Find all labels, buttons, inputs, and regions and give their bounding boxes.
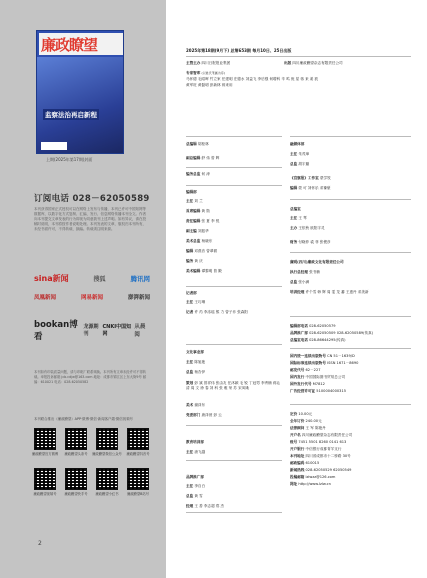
staff-names: 刘 兰 bbox=[193, 199, 203, 203]
copyright-blurb: 本刊获得国家正式授权可以在网络上发布与传播，本刊已许可中国知网等数据库，以数字化方式复制、汇编、发行、信息网络传播本刊全文。作者向本刊提交文章发表的行为即视为同意我刊上述声明。如有异议，请在投稿时说明，本刊将按作者说明处理。本刊发表的文章，版权归本刊所有，未经书面许可，不得转载、摘编。转载须注明来源。 bbox=[34, 207, 146, 231]
partner-logo: 搜狐 bbox=[93, 276, 106, 283]
staff-role: 编辑 bbox=[290, 186, 298, 190]
staff-role: 文化事业部 bbox=[186, 350, 204, 354]
staff-entry bbox=[290, 426, 411, 431]
staff-entry bbox=[290, 226, 411, 231]
staff-entry bbox=[186, 413, 282, 418]
staff-names: 028-62050579 bbox=[307, 324, 336, 328]
staff-names: 唐泽萱 彭 云 bbox=[200, 413, 222, 417]
staff-role: 副主编 bbox=[186, 229, 197, 233]
staff-names: 蒙 可 刘怀乐 邓豫豪 bbox=[297, 186, 331, 190]
staff-names: 邓燕音 曾翠微 bbox=[193, 249, 218, 253]
staff-names: 028-62050509 028-62050589(传真) bbox=[307, 331, 374, 335]
staff-entry bbox=[290, 368, 411, 373]
staff-names: 中信银行成都青羊支行 bbox=[304, 447, 342, 451]
staff-role: 主任 bbox=[290, 152, 298, 156]
staff-entry bbox=[290, 361, 411, 366]
staff-names: 黄 雪 bbox=[193, 494, 203, 498]
staff-names: 028-86644295(传真) bbox=[307, 338, 346, 342]
staff-names: 王 善 李志超 郑 杰 bbox=[193, 504, 225, 508]
staff-entry bbox=[186, 360, 282, 365]
staff-entry bbox=[290, 240, 411, 245]
qr-code bbox=[65, 428, 87, 450]
staff-entry bbox=[290, 475, 411, 480]
staff-entry bbox=[290, 290, 411, 295]
advisory-names: 马怀德 毛昭晖 竹立家 任建明 庄德水 刘益飞 李后强 何增科 辛 鸣 倪 星 蒋 来 姜 波 bbox=[186, 77, 319, 81]
staff-role: 编务总监 bbox=[186, 172, 201, 176]
staff-names: 杨杏伊 bbox=[193, 370, 206, 374]
staff-role: 经理 bbox=[186, 504, 194, 508]
staff-entry bbox=[290, 468, 411, 473]
staff-role: 国内发行 bbox=[290, 375, 305, 379]
partner-logo: CNKI中国知网 bbox=[102, 324, 132, 337]
staff-entry bbox=[186, 350, 282, 355]
qr-code bbox=[96, 428, 118, 450]
staff-entry bbox=[186, 450, 282, 455]
staff-entry bbox=[290, 207, 411, 212]
staff-role: 开户名 bbox=[290, 433, 301, 437]
staff-role: 廉明(四川)廉政文化有限责任公司 bbox=[290, 260, 344, 264]
staff-entry bbox=[290, 270, 411, 275]
qr-caption: 廉政瞭望B站号 bbox=[126, 492, 150, 496]
staff-role: 记者部 bbox=[186, 291, 197, 295]
advisory-note: (以姓氏笔画为序) bbox=[201, 71, 225, 75]
staff-entry bbox=[290, 389, 411, 394]
qr-code bbox=[127, 468, 149, 490]
staff-entry bbox=[186, 269, 282, 274]
staff-names: ISSN 1671－8690 bbox=[325, 361, 359, 365]
staff-role: 编辑部电话 bbox=[290, 324, 308, 328]
qr-caption: 廉政瞭望小红书 bbox=[95, 492, 119, 496]
staff-role: 总监 bbox=[290, 280, 298, 284]
staff-names: 陈旭艳 bbox=[193, 360, 206, 364]
staff-role: 记者 bbox=[186, 310, 194, 314]
staff-entry bbox=[186, 142, 282, 147]
staff-entry bbox=[290, 331, 411, 336]
staff-names: 240.00元 bbox=[304, 419, 322, 423]
staff-names: http://www.lzlw.cn bbox=[297, 482, 331, 486]
staff-role: 主任 bbox=[186, 450, 194, 454]
staff-entry bbox=[186, 239, 282, 244]
cover-logo: 廉政瞭望 bbox=[41, 36, 98, 54]
staff-role: 党委部门 bbox=[186, 413, 201, 417]
staff-names: 黄 勋 bbox=[200, 209, 210, 213]
staff-role: 邮发代号 bbox=[290, 368, 305, 372]
staff-names: 许个雪 韩 辉 周 雯 龙 蕃 王惠丹 邓美新 bbox=[304, 290, 369, 294]
sponsor-label: 主管主办 bbox=[186, 61, 201, 65]
staff-entry bbox=[186, 484, 282, 489]
staff-names: 刘振华 bbox=[196, 229, 209, 233]
staff-entry bbox=[290, 260, 411, 265]
partner-logo: 龙源期刊 bbox=[83, 324, 99, 337]
staff-role: 首席编辑 bbox=[186, 209, 201, 213]
partner-logo: 从晨阅 bbox=[134, 324, 146, 338]
staff-role: 美术总监 bbox=[186, 239, 201, 243]
staff-names: 胡栓林 bbox=[196, 142, 209, 146]
staff-role: 责任编辑 bbox=[186, 219, 201, 223]
disclaimer-text: 本刊如有印装质量问题，请与印刷厂联系调换。本刊所有文章未经许可不得转载。举报投诉邮箱 jcb.cdjw@163.com 地址：成都市锦江区上东大街9号 邮编：610021 电话：028-62050582 bbox=[34, 370, 147, 384]
staff-role: 财务 bbox=[290, 240, 298, 244]
staff-entry bbox=[290, 454, 411, 459]
staff-role: 主任 bbox=[186, 360, 194, 364]
staff-entry bbox=[186, 381, 282, 391]
partner-logo: 凤凰新闻 bbox=[34, 295, 57, 301]
staff-role: 主任 bbox=[186, 484, 194, 488]
staff-entry bbox=[290, 482, 411, 487]
staff-entry bbox=[290, 433, 411, 438]
staff-role: 主任 bbox=[290, 216, 298, 220]
staff-entry bbox=[186, 219, 282, 224]
staff-role: 账号 bbox=[290, 440, 298, 444]
staff-role: 美术 bbox=[186, 403, 194, 407]
staff-entry bbox=[186, 475, 282, 480]
staff-names: 付晓菲 裘 菲 张俊彦 bbox=[297, 240, 331, 244]
staff-entry bbox=[290, 324, 411, 329]
staff-entry bbox=[186, 300, 282, 305]
qr-code bbox=[65, 468, 87, 490]
cover-subtitle: 监察法治再启新程 bbox=[45, 111, 97, 119]
staff-entry bbox=[290, 142, 411, 147]
qr-code bbox=[34, 428, 56, 450]
staff-entry bbox=[186, 259, 282, 264]
page-number: 2 bbox=[38, 540, 42, 547]
cover-caption: 上期(2025年第17期)封面 bbox=[46, 157, 93, 162]
staff-entry bbox=[290, 176, 411, 181]
staff-entry bbox=[290, 216, 411, 221]
staff-entry bbox=[186, 209, 282, 214]
staff-role: 投稿邮箱 bbox=[290, 475, 305, 479]
staff-names: M7812 bbox=[311, 382, 325, 386]
partner-logo: 腾讯网 bbox=[130, 275, 150, 283]
staff-entry bbox=[290, 338, 411, 343]
staff-role: 主任 bbox=[186, 199, 194, 203]
staff-names: 李自白 bbox=[193, 484, 206, 488]
staff-names: 何 涛 bbox=[200, 172, 210, 176]
staff-role: 主办 bbox=[290, 226, 298, 230]
staff-names: 中国国际图书贸易总公司 bbox=[304, 375, 346, 379]
qr-code bbox=[127, 428, 149, 450]
staff-role: 国外发行代号 bbox=[290, 382, 312, 386]
qr-caption: 廉政瞭望官方微博 bbox=[31, 452, 59, 456]
cover-footer-badge bbox=[41, 142, 67, 150]
staff-entry bbox=[186, 199, 282, 204]
staff-names: 四川省成都市十二桥路 30号 bbox=[304, 454, 351, 458]
staff-names: 610015 bbox=[304, 461, 320, 465]
staff-entry bbox=[290, 280, 411, 285]
staff-entry bbox=[290, 162, 411, 167]
staff-names: 杨晓东 bbox=[200, 239, 213, 243]
staff-names: 许 芮 李冻瑶 熊 力 曾子乔 张森阳 bbox=[193, 310, 248, 314]
partner-logo: bookan博看 bbox=[34, 320, 78, 342]
qr-caption: 廉政瞭望快手号 bbox=[64, 492, 88, 496]
staff-role: 编务 bbox=[186, 259, 194, 263]
staff-names: 7451 5501 8260 0141 613 bbox=[297, 440, 347, 444]
staff-role: 全年订价 bbox=[290, 419, 305, 423]
qr-caption: 廉政瞭望头条号 bbox=[64, 452, 88, 456]
publisher-value: 四川廉政瞭望杂志有限责任公司 bbox=[292, 61, 343, 65]
staff-names: 四川廉政瞭望杂志有限责任公司 bbox=[300, 433, 353, 437]
staff-entry bbox=[290, 440, 411, 445]
staff-names: lzlwzz@126.com bbox=[304, 475, 336, 479]
staff-role: 定价 bbox=[290, 412, 298, 416]
staff-names: 王依秋 欧阳宇灵 bbox=[297, 226, 325, 230]
cover-image bbox=[36, 30, 124, 154]
staff-entry bbox=[186, 370, 282, 375]
staff-names: 彭 斌 曾祥伟 张由友 任沐颖 毛 锐 丁冠男 李秀楠 蒋沁清 周 文 徐 春 刘 科 张 雅 荣 苏 宋凤娥 bbox=[186, 381, 281, 390]
staff-names: 黄 庆 bbox=[193, 259, 203, 263]
staff-entry bbox=[186, 249, 282, 254]
staff-role: 融媒体部 bbox=[290, 142, 305, 146]
staff-role: 主任 bbox=[186, 300, 194, 304]
staff-entry bbox=[290, 152, 411, 157]
advisory-names: 黄军旺 黄磊明 彭新林 蒋来用 bbox=[186, 83, 233, 87]
staff-names: 王 军 陈艳丹 bbox=[304, 426, 326, 430]
qr-code bbox=[96, 468, 118, 490]
staff-entry bbox=[186, 190, 282, 195]
staff-entry bbox=[186, 494, 282, 499]
staff-role: 编辑部 bbox=[186, 190, 197, 194]
partner-logo: 网易新闻 bbox=[80, 295, 103, 301]
staff-entry bbox=[186, 229, 282, 234]
staff-role: 网址 bbox=[290, 482, 298, 486]
staff-role: 执行总经理 bbox=[290, 270, 308, 274]
staff-role: 教育培训部 bbox=[186, 440, 204, 444]
staff-names: 谭黎明 曾 殿 bbox=[200, 269, 222, 273]
staff-entry bbox=[290, 354, 411, 359]
staff-names: CN 51－1639/D bbox=[325, 354, 355, 358]
staff-role: 培训经理 bbox=[290, 290, 305, 294]
staff-names: 蒙学牧 bbox=[318, 176, 331, 180]
staff-role: 《官察报》工作室 bbox=[290, 176, 319, 180]
staff-role: 总监 bbox=[186, 494, 194, 498]
staff-role: 新闻热线 bbox=[290, 468, 305, 472]
staff-entry bbox=[290, 419, 411, 424]
staff-names: 62－227 bbox=[304, 368, 321, 372]
staff-role: 本刊地址 bbox=[290, 454, 305, 458]
staff-names: 朱茂璋 bbox=[297, 152, 310, 156]
masthead-panel bbox=[166, 0, 427, 578]
staff-role: 总监 bbox=[186, 370, 194, 374]
sponsor-value: 四川日报报业集团 bbox=[201, 61, 231, 65]
advisory-label: 专家智库 bbox=[186, 71, 201, 75]
staff-names: 唐飞越 bbox=[193, 450, 206, 454]
staff-role: 国内统一连续出版物号 bbox=[290, 354, 326, 358]
staff-names: 胡宇璐 bbox=[297, 162, 310, 166]
staff-role: 品牌推广部 bbox=[186, 475, 204, 479]
staff-role: 法律顾问 bbox=[290, 426, 305, 430]
staff-entry bbox=[290, 186, 411, 191]
staff-names: 5100004000315 bbox=[315, 389, 347, 393]
staff-names: 028-62050529 62050549 bbox=[304, 468, 352, 472]
staff-entry bbox=[290, 375, 411, 380]
staff-entry bbox=[290, 382, 411, 387]
staff-role: 编辑 bbox=[186, 249, 194, 253]
staff-role: 总编室 bbox=[290, 207, 301, 211]
staff-entry bbox=[186, 310, 282, 315]
staff-role: 品牌推广部 bbox=[290, 331, 308, 335]
staff-names: 王巧琳 bbox=[193, 300, 206, 304]
staff-entry bbox=[290, 447, 411, 452]
staff-role: 副总编辑 bbox=[186, 156, 201, 160]
issue-line: 2025年第18期(9月下) 总第653期 每月10日、25日出版 bbox=[186, 48, 292, 53]
qr-caption: 廉政瞭望抖音号 bbox=[126, 452, 150, 456]
staff-names: 10.00元 bbox=[297, 412, 313, 416]
publisher-label: 出版 bbox=[284, 61, 292, 65]
staff-role: 策划 bbox=[186, 381, 194, 385]
staff-entry bbox=[186, 403, 282, 408]
staff-role: 总编辑 bbox=[186, 142, 197, 146]
partner-logo: sina新闻 bbox=[34, 274, 69, 283]
staff-entry bbox=[186, 172, 282, 177]
staff-role: 总监 bbox=[290, 162, 298, 166]
staff-entry bbox=[186, 504, 282, 509]
staff-role: 开户银行 bbox=[290, 447, 305, 451]
staff-names: 王 琴 bbox=[297, 216, 307, 220]
staff-names: 舒 伟 曾 辉 bbox=[200, 156, 220, 160]
staff-role: 总编室电话 bbox=[290, 338, 308, 342]
cover-photo bbox=[37, 57, 124, 154]
qr-caption: 廉政瞭望微信公众号 bbox=[92, 452, 122, 456]
staff-entry bbox=[186, 156, 282, 161]
staff-names: 张书楠 bbox=[307, 270, 320, 274]
staff-entry bbox=[290, 461, 411, 466]
follow-line: 本刊联合推出《廉政瞭望》APP·微博·微信·新闻客户端·微信视频号 bbox=[34, 417, 133, 421]
staff-entry bbox=[186, 440, 282, 445]
partner-logo: 澎湃新闻 bbox=[127, 295, 150, 301]
staff-names: 张 夏 李 悦 bbox=[200, 219, 220, 223]
qr-code bbox=[34, 468, 56, 490]
subscription-hotline: 订阅电话 028－62050589 bbox=[34, 194, 150, 204]
staff-names: 谢泽东 bbox=[193, 403, 206, 407]
staff-entry bbox=[290, 412, 411, 417]
staff-role: 美术编辑 bbox=[186, 269, 201, 273]
staff-entry bbox=[186, 291, 282, 296]
staff-role: 邮政编码 bbox=[290, 461, 305, 465]
staff-names: 张小满 bbox=[297, 280, 310, 284]
qr-caption: 廉政瞭望视频号 bbox=[33, 492, 57, 496]
staff-role: 广告经营许可证 bbox=[290, 389, 316, 393]
staff-role: 国际标准连续出版物号 bbox=[290, 361, 326, 365]
